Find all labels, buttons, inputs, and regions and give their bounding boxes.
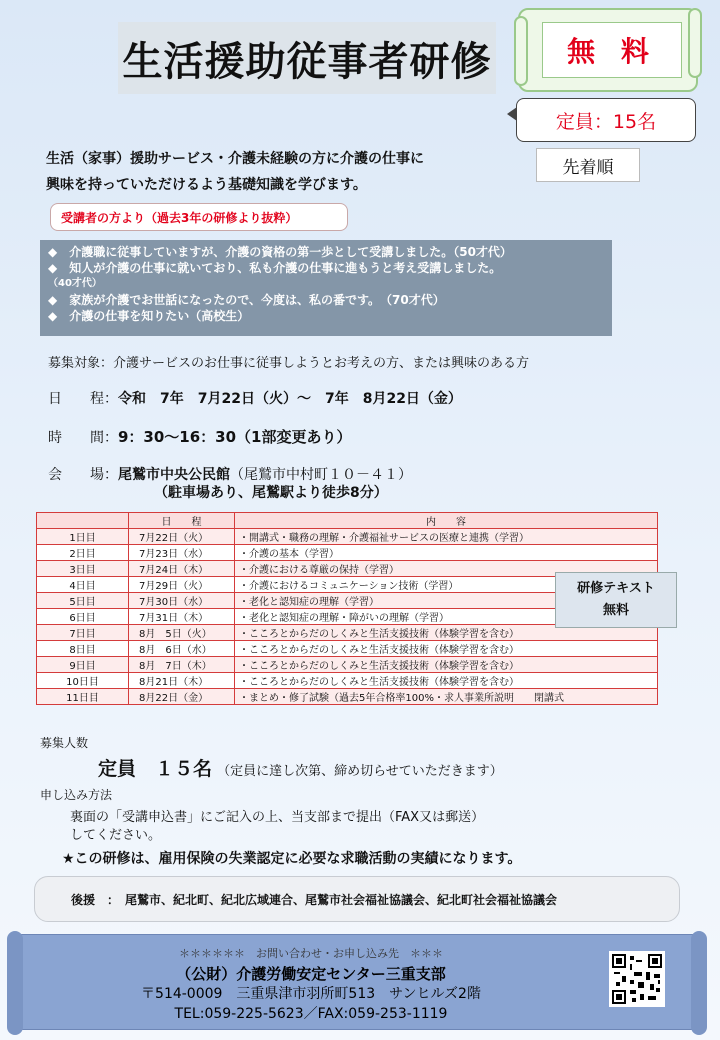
row-day: 2日目 xyxy=(37,545,129,561)
recruit-note: （定員に達し次第、締め切らせていただきます） xyxy=(217,764,503,779)
testimonials-box xyxy=(40,240,612,336)
free-label: 無 料 xyxy=(542,22,682,78)
textbook-note xyxy=(555,572,677,628)
row-content: ・こころとからだのしくみと生活支援技術（体験学習を含む） xyxy=(235,625,658,641)
apply-line-1: 裏面の「受講申込書」にご記入の上、当支部まで提出（FAX又は郵送） xyxy=(70,810,485,825)
row-day: 5日目 xyxy=(37,593,129,609)
row-day: 7日目 xyxy=(37,625,129,641)
row-content: ・介護における尊厳の保持（学習） xyxy=(235,561,658,577)
time-label: 時 間： xyxy=(48,430,118,446)
schedule-value: 令和 7年 7月22日（火）～ 7年 8月22日（金） xyxy=(118,391,462,407)
table-header: 日 程 xyxy=(129,513,235,529)
row-content: ・まとめ・修了試験（過去5年合格率100%・求人事業所説明 閉講式 xyxy=(235,689,658,705)
contact-org: （公財）介護労働安定センター三重支部 xyxy=(176,965,446,983)
table-header: 内 容 xyxy=(235,513,658,529)
row-content: ・老化と認知症の理解・障がいの理解（学習） xyxy=(235,609,658,625)
row-date: 7月23日（水） xyxy=(129,545,235,561)
row-content: ・こころとからだのしくみと生活支援技術（体験学習を含む） xyxy=(235,673,658,689)
testimonial-item: （40才代） xyxy=(48,278,102,289)
row-day: 8日目 xyxy=(37,641,129,657)
venue-note: （駐車場あり、尾鷲駅より徒歩8分） xyxy=(154,485,388,501)
row-date: 8月 6日（水） xyxy=(129,641,235,657)
table-row xyxy=(37,657,658,673)
row-day: 1日目 xyxy=(37,529,129,545)
row-date: 8月 7日（木） xyxy=(129,657,235,673)
row-date: 7月30日（水） xyxy=(129,593,235,609)
row-date: 7月24日（木） xyxy=(129,561,235,577)
qr-code-icon xyxy=(609,951,665,1007)
table-row xyxy=(37,673,658,689)
support-text: 後援 ： 尾鷲市、紀北町、紀北広域連合、尾鷲市社会福祉協議会、紀北町社会福祉協議会 xyxy=(71,892,558,907)
row-day: 10日目 xyxy=(37,673,129,689)
testimonials-label: 受講者の方より（過去3年の研修より抜粋） xyxy=(50,203,348,231)
row-date: 7月31日（木） xyxy=(129,609,235,625)
venue-address: （尾鷲市中村町１０－４１） xyxy=(230,467,412,483)
row-content: ・こころとからだのしくみと生活支援技術（体験学習を含む） xyxy=(235,641,658,657)
row-content: ・介護の基本（学習） xyxy=(235,545,658,561)
contact-phone: TEL:059-225-5623／FAX:059-253-1119 xyxy=(174,1006,448,1022)
row-day: 6日目 xyxy=(37,609,129,625)
venue-name: 尾鷲市中央公民館 xyxy=(118,467,230,483)
row-date: 7月29日（火） xyxy=(129,577,235,593)
contact-heading: ＊＊＊＊＊＊ お問い合わせ・お申し込み先 ＊＊＊ xyxy=(179,947,443,960)
table-row xyxy=(37,545,658,561)
page-title: 生活援助従事者研修 xyxy=(118,22,496,94)
table-row xyxy=(37,689,658,705)
textbook-line-2: 無料 xyxy=(602,603,629,618)
row-day: 3日目 xyxy=(37,561,129,577)
recruit-capacity: 定員 １５名 xyxy=(98,758,213,780)
capacity-bubble: 定員：15名 xyxy=(516,98,696,142)
testimonial-item: ◆ 介護の仕事を知りたい（高校生） xyxy=(48,309,250,323)
row-day: 4日目 xyxy=(37,577,129,593)
row-date: 7月22日（火） xyxy=(129,529,235,545)
venue-info xyxy=(48,464,412,484)
recruit-capacity-line xyxy=(98,754,503,781)
row-date: 8月21日（木） xyxy=(129,673,235,689)
table-header xyxy=(37,513,129,529)
support-box xyxy=(34,876,680,922)
venue-label: 会 場： xyxy=(48,467,118,483)
contact-box xyxy=(10,934,704,1030)
row-date: 8月 5日（火） xyxy=(129,625,235,641)
table-row xyxy=(37,529,658,545)
employment-notice: ★この研修は、雇用保険の失業認定に必要な求職活動の実績になります。 xyxy=(62,851,522,867)
table-row xyxy=(37,641,658,657)
time-info xyxy=(48,426,352,447)
row-content: ・老化と認知症の理解（学習） xyxy=(235,593,658,609)
apply-label: 申し込み方法 xyxy=(40,788,113,802)
time-value: 9：30～16：30（1部変更あり） xyxy=(118,428,352,446)
apply-line-2: してください。 xyxy=(70,828,162,843)
table-header-row xyxy=(37,513,658,529)
row-day: 11日目 xyxy=(37,689,129,705)
recruit-target: 募集対象：介護サービスのお仕事に従事しようとお考えの方、または興味のある方 xyxy=(48,356,530,371)
contact-address: 〒514-0009 三重県津市羽所町513 サンヒルズ2階 xyxy=(141,986,481,1002)
row-content: ・開講式・職務の理解・介護福祉サービスの医療と連携（学習） xyxy=(235,529,658,545)
testimonial-item: ◆ 介護職に従事していますが、介護の資格の第一歩として受講しました。（50才代） xyxy=(48,245,512,259)
first-come-badge: 先着順 xyxy=(536,148,640,182)
textbook-line-1: 研修テキスト xyxy=(577,581,655,596)
intro-line-1: 生活（家事）援助サービス・介護未経験の方に介護の仕事に xyxy=(46,151,424,167)
recruit-label: 募集人数 xyxy=(40,736,89,750)
testimonial-item: ◆ 知人が介護の仕事に就いており、私も介護の仕事に進もうと考え受講しました。 xyxy=(48,261,502,275)
row-content: ・こころとからだのしくみと生活支援技術（体験学習を含む） xyxy=(235,657,658,673)
row-date: 8月22日（金） xyxy=(129,689,235,705)
row-day: 9日目 xyxy=(37,657,129,673)
row-content: ・介護におけるコミュニケーション技術（学習） xyxy=(235,577,658,593)
schedule-label: 日 程： xyxy=(48,391,118,407)
testimonial-item: ◆ 家族が介護でお世話になったので、今度は、私の番です。 （70才代） xyxy=(48,293,445,307)
schedule-info xyxy=(48,388,462,408)
free-badge xyxy=(518,8,698,92)
intro-line-2: 興味を持っていただけるよう基礎知識を学びます。 xyxy=(46,177,367,193)
